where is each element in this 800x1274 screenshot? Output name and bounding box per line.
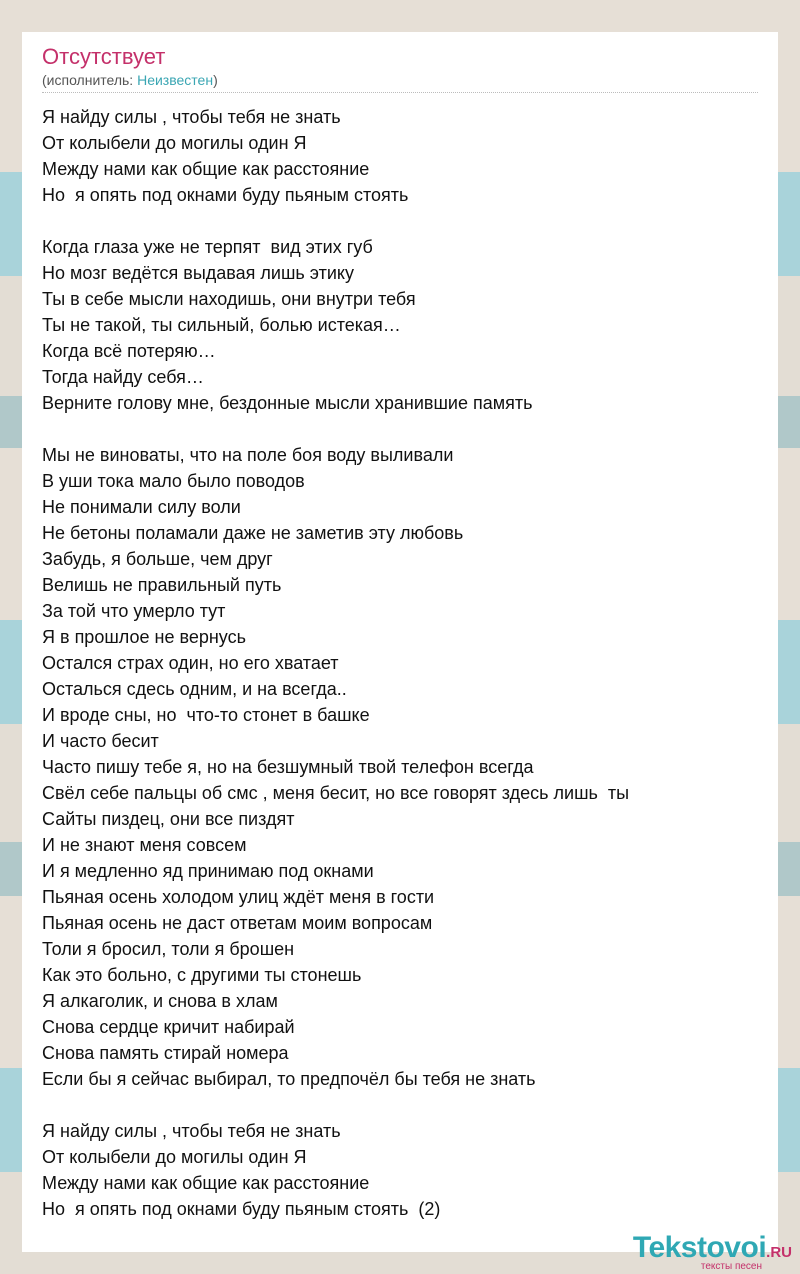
lyric-line: От колыбели до могилы один Я: [42, 1147, 307, 1167]
performer-link[interactable]: Неизвестен: [137, 72, 214, 88]
lyric-line: И я медленно яд принимаю под окнами: [42, 861, 374, 881]
lyric-line: Часто пишу тебе я, но на безшумный твой телефон всегда: [42, 757, 534, 777]
lyric-line: Между нами как общие как расстояние: [42, 1173, 370, 1193]
performer-suffix: ): [213, 72, 218, 88]
logo-tagline: тексты песен: [700, 1261, 762, 1272]
lyric-line: Если бы я сейчас выбирал, то предпочёл бы тебя не знать: [42, 1069, 536, 1089]
title-divider: [42, 92, 758, 93]
lyric-line: Когда всё потеряю…: [42, 341, 216, 361]
lyric-line: От колыбели до могилы один Я: [42, 133, 307, 153]
lyrics-body: [42, 104, 762, 1222]
stanza-break: [42, 416, 762, 442]
lyric-line: Но мозг ведётся выдавая лишь этику: [42, 263, 354, 283]
lyric-line: За той что умерло тут: [42, 601, 226, 621]
song-title: Отсутствует: [42, 44, 166, 69]
lyric-line: Забудь, я больше, чем друг: [42, 549, 273, 569]
lyric-line: Мы не виноваты, что на поле боя воду выливали: [42, 445, 454, 465]
lyric-line: Ты не такой, ты сильный, болью истекая…: [42, 315, 401, 335]
performer-line: [42, 72, 218, 88]
lyric-line: Я в прошлое не вернусь: [42, 627, 246, 647]
lyric-line: Толи я бросил, толи я брошен: [42, 939, 295, 959]
lyric-line: Как это больно, с другими ты стонешь: [42, 965, 362, 985]
lyric-line: Когда глаза уже не терпят вид этих губ: [42, 237, 373, 257]
lyric-line: Я найду силы , чтобы тебя не знать: [42, 1121, 341, 1141]
stanza-break: [42, 208, 762, 234]
lyric-line: Но я опять под окнами буду пьяным стоять: [42, 185, 409, 205]
lyric-line: Осталься сдесь одним, и на всегда..: [42, 679, 347, 699]
lyric-line: И вроде сны, но что-то стонет в башке: [42, 705, 370, 725]
lyric-line: Не понимали силу воли: [42, 497, 241, 517]
lyric-line: Я найду силы , чтобы тебя не знать: [42, 107, 341, 127]
stanza-break: [42, 1092, 762, 1118]
logo-tld: .RU: [766, 1244, 792, 1261]
lyric-line: И не знают меня совсем: [42, 835, 247, 855]
lyric-line: Не бетоны поламали даже не заметив эту любовь: [42, 523, 464, 543]
lyric-line: Верните голову мне, бездонные мысли хранившие память: [42, 393, 533, 413]
logo-brand: Tekstovoi: [632, 1231, 767, 1264]
lyric-line: Тогда найду себя…: [42, 367, 204, 387]
lyric-line: Сайты пиздец, они все пиздят: [42, 809, 295, 829]
lyric-line: В уши тока мало было поводов: [42, 471, 305, 491]
lyric-line: Я алкаголик, и снова в хлам: [42, 991, 278, 1011]
lyrics-card: [22, 32, 778, 1252]
lyric-line: Между нами как общие как расстояние: [42, 159, 370, 179]
lyric-line: Велишь не правильный путь: [42, 575, 282, 595]
lyric-line: Снова сердце кричит набирай: [42, 1017, 295, 1037]
lyric-line: Остался страх один, но его хватает: [42, 653, 339, 673]
lyric-line: Но я опять под окнами буду пьяным стоять (2): [42, 1199, 441, 1219]
performer-prefix: (исполнитель:: [42, 72, 138, 88]
lyric-line: Пьяная осень не даст ответам моим вопросам: [42, 913, 433, 933]
lyric-line: Свёл себе пальцы об смс , меня бесит, но все говорят здесь лишь ты: [42, 783, 630, 803]
site-logo[interactable]: [633, 1231, 792, 1272]
lyric-line: И часто бесит: [42, 731, 159, 751]
lyric-line: Пьяная осень холодом улиц ждёт меня в гости: [42, 887, 435, 907]
lyric-line: Снова память стирай номера: [42, 1043, 289, 1063]
lyric-line: Ты в себе мысли находишь, они внутри тебя: [42, 289, 416, 309]
